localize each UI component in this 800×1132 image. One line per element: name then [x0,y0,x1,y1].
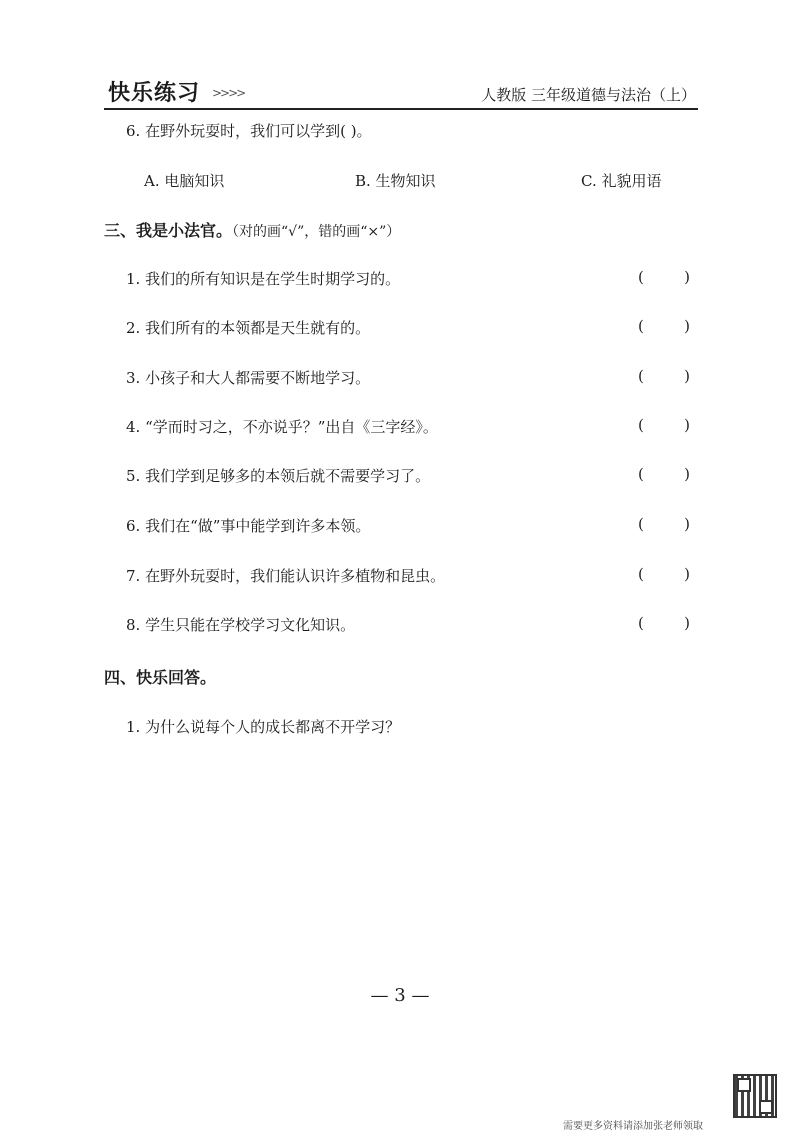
qr-code-image [733,1074,777,1118]
paren-open: ( [638,515,644,533]
section-3-title: 三、我是小法官。 [104,221,233,240]
answer-question-1: 1. 为什么说每个人的成长都离不开学习？ [126,718,401,736]
paren-close: ) [684,565,690,583]
paren-close: ) [684,367,690,385]
paren-close: ) [684,317,690,335]
paren-open: ( [638,565,644,583]
paren-open: ( [638,465,644,483]
paren-close: ) [684,465,690,483]
judge-item-6: 6. 我们在“做”事中能学到许多本领。 [126,517,371,535]
judge-item-1: 1. 我们的所有知识是在学生时期学习的。 [126,270,401,288]
section-3-heading [104,218,400,241]
paren-open: ( [638,367,644,385]
answer-blank-8[interactable] [638,614,690,632]
paren-open: ( [638,416,644,434]
answer-blank-3[interactable] [638,367,690,385]
answer-blank-2[interactable] [638,317,690,335]
option-b: B. 生物知识 [355,172,436,190]
judge-item-7: 7. 在野外玩耍时，我们能认识许多植物和昆虫。 [126,567,446,585]
paren-open: ( [638,268,644,286]
page-header [104,72,698,110]
answer-blank-6[interactable] [638,515,690,533]
option-a: A. 电脑知识 [144,172,225,190]
section-3-note: （对的画“√”，错的画“×”） [232,224,401,240]
question-6: 6. 在野外玩耍时，我们可以学到( )。 [126,122,372,140]
judge-item-5: 5. 我们学到足够多的本领后就不需要学习了。 [126,467,431,485]
section-4-heading: 四、快乐回答。 [104,668,217,687]
header-arrows: >>>> [212,86,245,100]
judge-item-3: 3. 小孩子和大人都需要不断地学习。 [126,369,371,387]
answer-blank-4[interactable] [638,416,690,434]
judge-item-2: 2. 我们所有的本领都是天生就有的。 [126,319,371,337]
option-c: C. 礼貌用语 [581,172,662,190]
answer-blank-1[interactable] [638,268,690,286]
header-subtitle: 人教版 三年级道德与法治（上） [481,86,696,104]
page-number: — 3 — [370,985,430,1006]
judge-item-8: 8. 学生只能在学校学习文化知识。 [126,616,356,634]
paren-close: ) [684,416,690,434]
paren-close: ) [684,614,690,632]
paren-close: ) [684,268,690,286]
judge-item-4: 4. “学而时习之，不亦说乎？”出自《三字经》。 [126,418,438,436]
answer-blank-5[interactable] [638,465,690,483]
footer-note: 需要更多资料请添加张老师领取 [563,1121,703,1132]
paren-open: ( [638,317,644,335]
paren-close: ) [684,515,690,533]
answer-blank-7[interactable] [638,565,690,583]
paren-open: ( [638,614,644,632]
header-title: 快乐练习 [108,81,201,106]
